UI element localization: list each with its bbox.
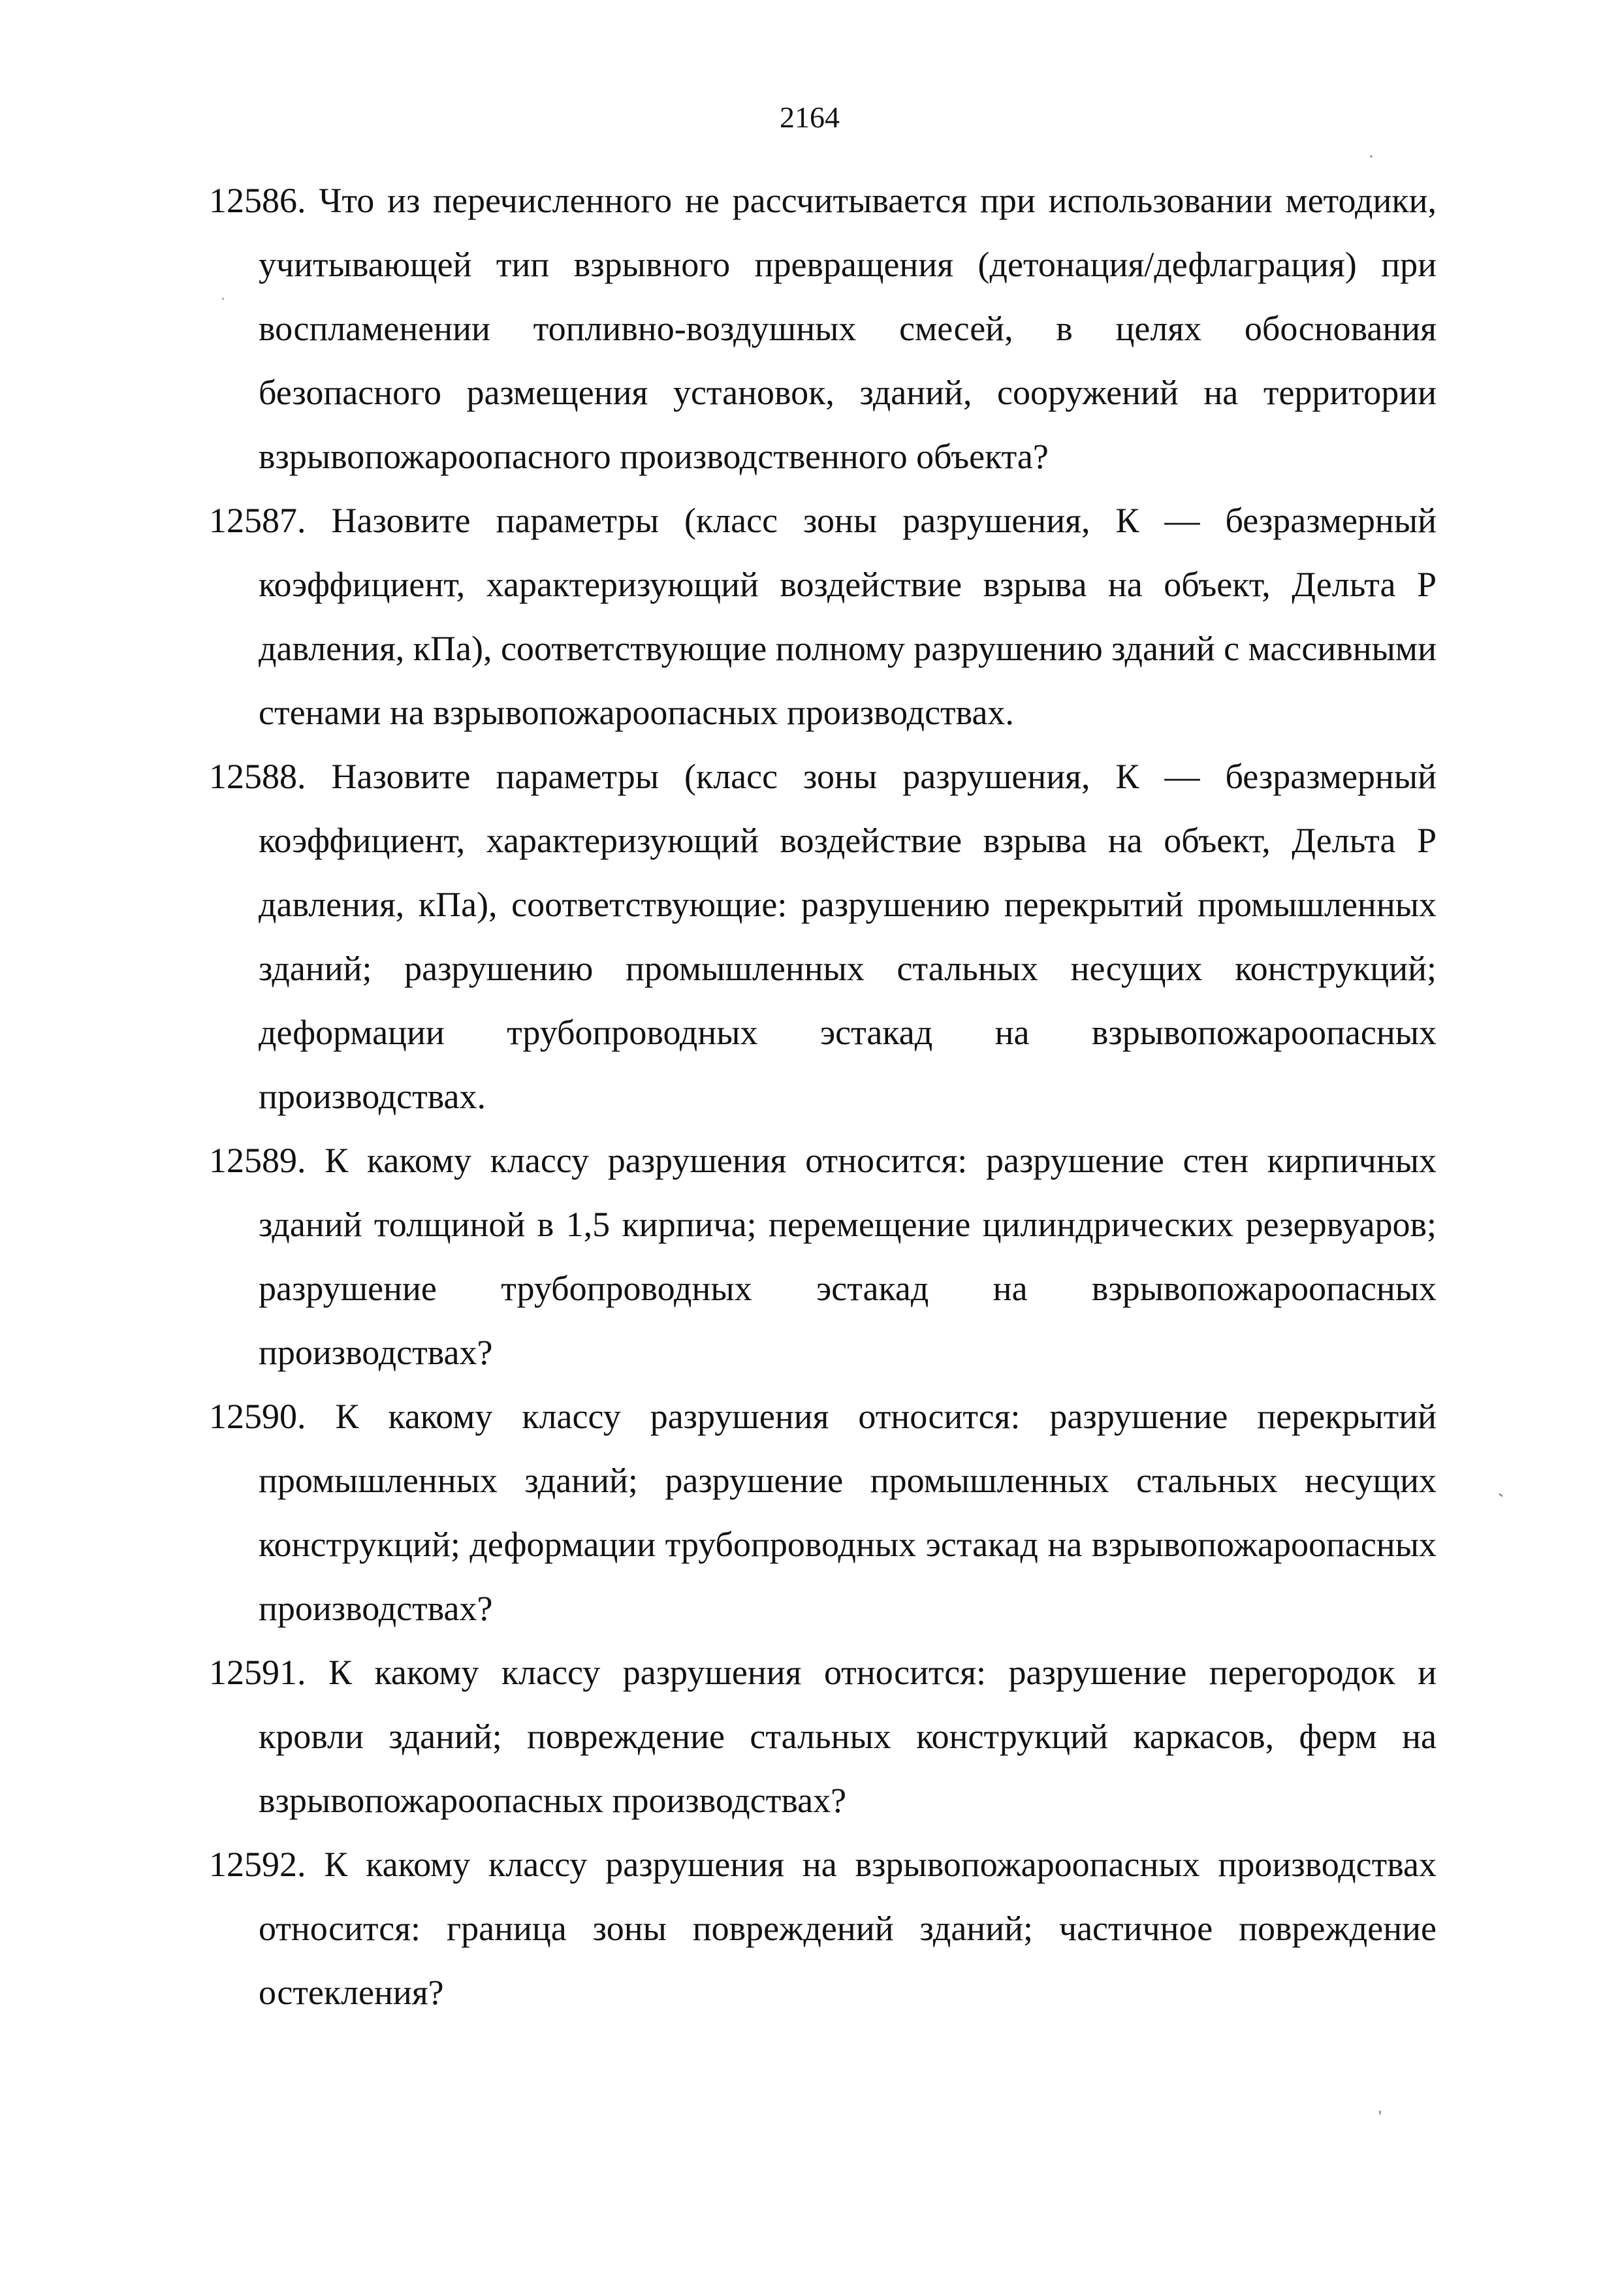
question-item	[209, 488, 1437, 744]
question-item	[209, 1832, 1437, 2024]
question-number: 12591.	[209, 1653, 306, 1692]
question-item	[209, 1640, 1437, 1832]
question-text: К какому классу разрушения относится: разрушение перекрытий промышленных зданий; разрушение промышленных стальных несущих конструкций; деформации трубопроводных эстакад на взрывопожароопасных производствах?	[259, 1397, 1437, 1628]
question-text: Назовите параметры (класс зоны разрушения, К — безразмерный коэффициент, характеризующий воздействие взрыва на объект, Дельта Р давления, кПа), соответствующие: разрушению перекрытий промышленных зданий; разрушению промышленных стальных несущих конструкций; деформации трубопроводных эстакад на взрывопожароопасных производствах.	[259, 757, 1437, 1116]
question-text: К какому классу разрушения на взрывопожароопасных производствах относится: граница зоны повреждений зданий; частичное повреждение остекления?	[259, 1845, 1437, 2012]
question-number: 12587.	[209, 501, 306, 540]
page-number: 2164	[780, 101, 840, 134]
scan-speck	[1379, 2111, 1381, 2114]
question-item	[209, 744, 1437, 1128]
scan-speck	[222, 298, 224, 300]
question-number: 12590.	[209, 1397, 306, 1436]
question-number: 12592.	[209, 1845, 306, 1884]
question-text: К какому классу разрушения относится: разрушение перегородок и кровли зданий; повреждение стальных конструкций каркасов, ферм на взрывопожароопасных производствах?	[259, 1653, 1437, 1820]
scan-speck	[1499, 1493, 1503, 1497]
question-item	[209, 1128, 1437, 1384]
question-text: Назовите параметры (класс зоны разрушения, К — безразмерный коэффициент, характеризующий воздействие взрыва на объект, Дельта Р давления, кПа), соответствующие полному разрушению зданий с массивными стенами на взрывопожароопасных производствах.	[259, 501, 1437, 732]
scan-speck	[1370, 155, 1373, 157]
question-list	[209, 168, 1437, 2024]
question-number: 12589.	[209, 1141, 306, 1180]
question-item	[209, 168, 1437, 488]
question-text: Что из перечисленного не рассчитывается при использовании методики, учитывающей тип взрывного превращения (детонация/дефлаграция) при воспламенении топливно-воздушных смесей, в целях обоснования безопасного размещения установок, зданий, сооружений на территории взрывопожароопасного производственного объекта?	[259, 181, 1437, 476]
question-text: К какому классу разрушения относится: разрушение стен кирпичных зданий толщиной в 1,5 кирпича; перемещение цилиндрических резервуаров; разрушение трубопроводных эстакад на взрывопожароопасных производствах?	[259, 1141, 1437, 1372]
question-number: 12586.	[209, 181, 306, 220]
question-item	[209, 1384, 1437, 1640]
question-number: 12588.	[209, 757, 306, 796]
